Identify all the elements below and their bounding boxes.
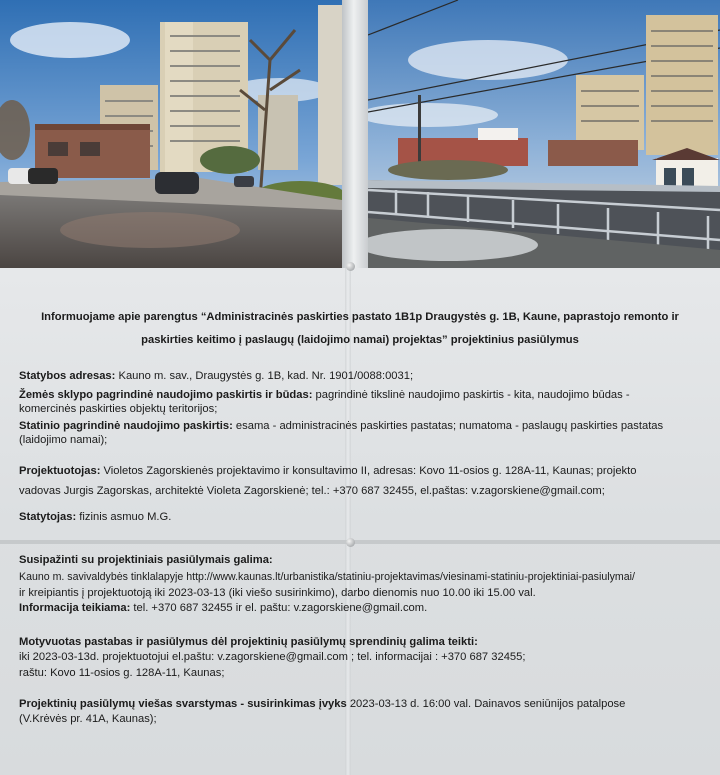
review-line1: Kauno m. savivaldybės tinklalapyje http://www.kaunas.lt/urbanistika/statiniu-projektavimas/viesinami-statiniu-projektiniai-pasiulymai/	[19, 571, 635, 583]
screw-icon	[346, 538, 355, 547]
designer-row	[19, 464, 636, 478]
building-value-line2: (laidojimo namai);	[19, 434, 108, 446]
review-title: Susipažinti su projektiniais pasiūlymais galima:	[19, 554, 273, 566]
land-label: Žemės sklypo pagrindinė naudojimo paskirtis ir būdas:	[19, 389, 313, 401]
designer-value: Violetos Zagorskienės projektavimo ir konsultavimo II, adresas: Kovo 11-osios g. 128A-11, Kaunas; projekto	[100, 465, 637, 477]
meeting-label: Projektinių pasiūlymų viešas svarstymas - susirinkimas įvyks	[19, 698, 347, 710]
remarks-line1: iki 2023-03-13d. projektuotojui el.paštu: v.zagorskiene@gmail.com ; tel. informacijai : +370 687 32455;	[19, 651, 526, 663]
notice-intro-line1: Informuojame apie parengtus “Administracinės paskirties pastato 1B1p Draugystės g. 1B, Kaune, paprastojo remonto ir	[41, 311, 679, 323]
builder-value: fizinis asmuo M.G.	[76, 511, 172, 523]
builder-label: Statytojas:	[19, 511, 77, 523]
info-value: tel. +370 687 32455 ir el. paštu: v.zagorskiene@gmail.com.	[130, 602, 428, 614]
street-photo-left	[0, 0, 342, 268]
land-row	[19, 388, 630, 402]
building-value: esama - administracinės paskirties pastatas; numatoma - paslaugų paskirties pastatas	[232, 420, 664, 432]
info-row	[19, 601, 427, 615]
street-photo-right	[368, 0, 720, 268]
remarks-line2: raštu: Kovo 11-osios g. 128A-11, Kaunas;	[19, 667, 225, 679]
address-label: Statybos adresas:	[19, 370, 116, 382]
builder-row	[19, 510, 171, 524]
notice-intro-line2: paskirties keitimo į paslaugų (laidojimo namai) projektas” projektinius pasiūlymus	[141, 334, 579, 346]
review-line2: ir kreipiantis į projektuotoją iki 2023-03-13 (iki viešo susirinkimo), darbo dienomis nuo 10.00 iki 15.00 val.	[19, 587, 536, 599]
building-label: Statinio pagrindinė naudojimo paskirtis:	[19, 420, 233, 432]
address-row	[19, 369, 413, 383]
land-value: pagrindinė tikslinė naudojimo paskirtis - kita, naudojimo būdas -	[312, 389, 630, 401]
designer-label: Projektuotojas:	[19, 465, 101, 477]
info-label: Informacija teikiama:	[19, 602, 131, 614]
screw-icon	[346, 262, 355, 271]
panel-seam-horizontal	[0, 540, 720, 544]
building-row	[19, 419, 663, 433]
land-value-line2: komercinės paskirties objektų teritorijos;	[19, 403, 218, 415]
designer-value-line2: vadovas Jurgis Zagorskas, architektė Violeta Zagorskienė; tel.: +370 687 32455, el.paštas: v.zagorskiene@gmail.com;	[19, 485, 605, 497]
frame-post	[342, 0, 368, 268]
meeting-value-line2: (V.Krėvės pr. 41A, Kaunas);	[19, 713, 157, 725]
meeting-row	[19, 697, 625, 711]
address-value: Kauno m. sav., Draugystės g. 1B, kad. Nr. 1901/0088:0031;	[115, 370, 414, 382]
meeting-value: 2023-03-13 d. 16:00 val. Dainavos seniūnijos patalpose	[346, 698, 626, 710]
remarks-title: Motyvuotas pastabas ir pasiūlymus dėl projektinių pasiūlymų sprendinių galima teikti:	[19, 636, 478, 648]
